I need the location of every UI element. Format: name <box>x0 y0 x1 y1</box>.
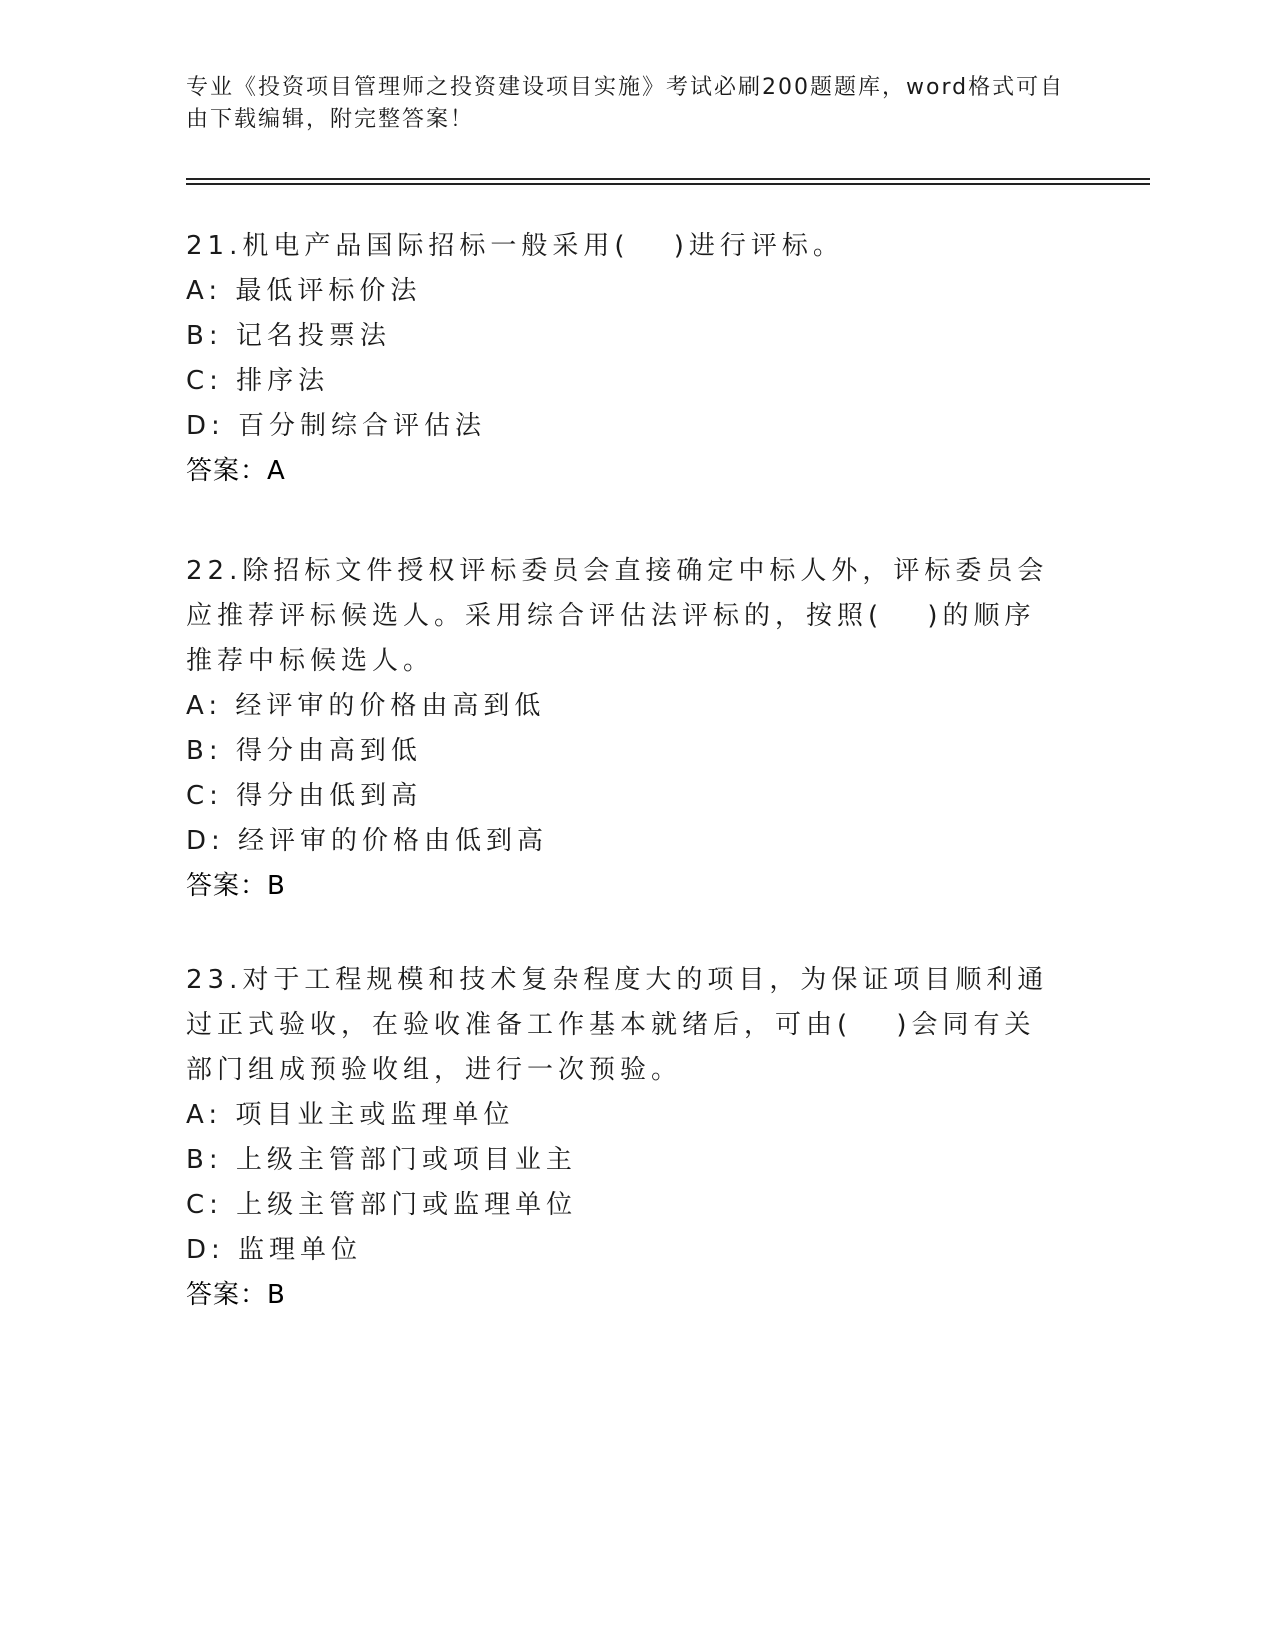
option-c: C: 得分由低到高 <box>186 781 423 811</box>
question-21 <box>186 224 1066 494</box>
option-c: C: 上级主管部门或监理单位 <box>186 1190 578 1220</box>
option-b: B: 得分由高到低 <box>186 736 422 766</box>
option-b: B: 记名投票法 <box>186 321 391 351</box>
question-23 <box>186 958 1066 1318</box>
question-stem: 21.机电产品国际招标一般采用( )进行评标。 <box>186 231 844 261</box>
option-a: A: 经评审的价格由高到低 <box>186 691 546 721</box>
header-divider-top <box>186 178 1150 180</box>
option-c: C: 排序法 <box>186 366 330 396</box>
option-a: A: 最低评标价法 <box>186 276 422 306</box>
question-stem: 22.除招标文件授权评标委员会直接确定中标人外，评标委员会应推荐评标候选人。采用综合评估法评标的，按照( )的顺序推荐中标候选人。 <box>186 556 1049 676</box>
answer: 答案：B <box>186 871 286 901</box>
option-b: B: 上级主管部门或项目业主 <box>186 1145 577 1175</box>
document-header <box>186 72 1066 136</box>
answer: 答案：A <box>186 456 286 486</box>
option-a: A: 项目业主或监理单位 <box>186 1100 515 1130</box>
option-d: D: 百分制综合评估法 <box>186 411 487 441</box>
question-stem: 23.对于工程规模和技术复杂程度大的项目，为保证项目顺利通过正式验收，在验收准备工作基本就绪后，可由( )会同有关部门组成预验收组，进行一次预验。 <box>186 965 1049 1085</box>
header-text: 专业《投资项目管理师之投资建设项目实施》考试必刷200题题库，word格式可自由下载编辑，附完整答案！ <box>186 75 1065 132</box>
header-divider-bottom <box>186 183 1150 185</box>
option-d: D: 经评审的价格由低到高 <box>186 826 549 856</box>
option-d: D: 监理单位 <box>186 1235 363 1265</box>
question-22 <box>186 549 1066 909</box>
answer: 答案：B <box>186 1280 286 1310</box>
